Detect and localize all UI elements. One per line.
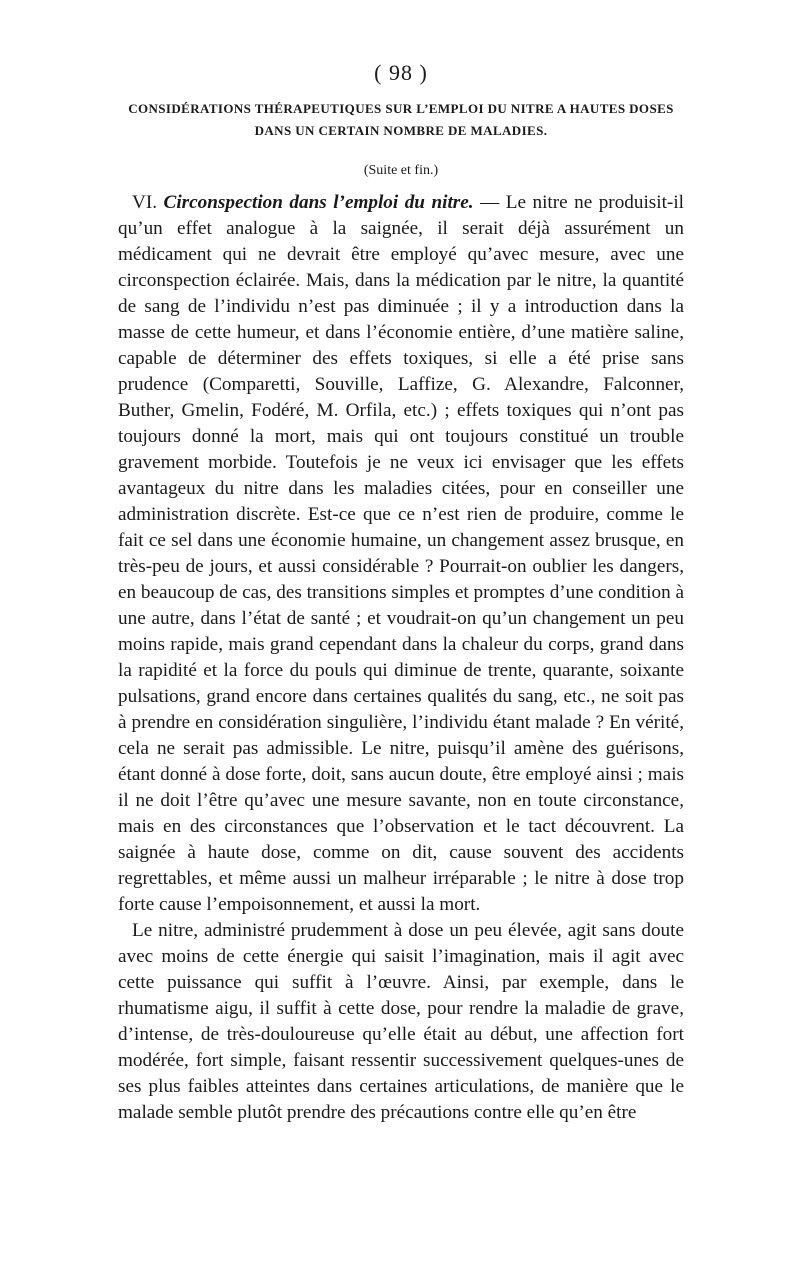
document-page [118, 58, 684, 1126]
chapter-heading-line2: DANS UN CERTAIN NOMBRE DE MALADIES. [254, 123, 548, 138]
paragraph-1-body: Le nitre ne produisit-il qu’un effet analogue à la saignée, il serait déjà assurément un médicament qui ne devrait être employé qu’avec mesure, avec une circonspection éclairée. Mais, dans la médication par le nitre, la quantité de sang de l’individu n’est pas diminuée ; il y a introduction dans la masse de cette humeur, et dans l’économie entière, d’une matière saline, capable de déterminer des effets toxiques, si elle a été prise sans prudence (Comparetti, Souville, Laffize, G. Alexandre, Falconner, Buther, Gmelin, Fodéré, M. Orfila, etc.) ; effets toxiques qui n’ont pas toujours donné la mort, mais qui ont toujours constitué un trouble gravement morbide. Toutefois je ne veux ici envisager que les effets avantageux du nitre dans les maladies citées, pour en conseiller une administration discrète. Est-ce que ce n’est rien de produire, comme le fait ce sel dans une économie humaine, un changement assez brusque, en très-peu de jours, et aussi considérable ? Pourrait-on oublier les dangers, en beaucoup de cas, des transitions simples et promptes d’une condition à une autre, dans l’état de santé ; et voudrait-on qu’un changement un peu moins rapide, mais grand cependant dans la chaleur du corps, grand dans la rapidité et la force du pouls qui diminue de trente, quarante, soixante pulsations, grand encore dans certaines qualités du sang, etc., ne soit pas à prendre en considération singulière, l’individu étant malade ? En vérité, cela ne serait pas admissible. Le nitre, puisqu’il amène des guérisons, étant donné à dose forte, doit, sans aucun doute, être employé ainsi ; mais il ne doit l’être qu’avec une mesure savante, non en toute circonstance, mais en des circonstances que l’observation et le tact découvrent. La saignée à haute dose, comme on dit, cause souvent des accidents regrettables, et même aussi un malheur irréparable ; le nitre à dose trop forte cause l’empoisonnement, et aussi la mort. [118, 192, 684, 915]
section-number: VI. [132, 192, 158, 213]
section-dash: — [473, 192, 506, 213]
section-title: Circonspection dans l’emploi du nitre. [163, 192, 474, 213]
chapter-heading-line1: CONSIDÉRATIONS THÉRAPEUTIQUES SUR L’EMPLOI DU NITRE A HAUTES DOSES [128, 101, 674, 116]
paragraph-1 [118, 190, 684, 918]
page-number: ( 98 ) [374, 60, 428, 85]
continuation-note: (Suite et fin.) [363, 163, 439, 178]
paragraph-2: Le nitre, administré prudemment à dose un peu élevée, agit sans doute avec moins de cette énergie qui saisit l’imagination, mais il agit avec cette puissance qui suffit à l’œuvre. Ainsi, par exemple, dans le rhumatisme aigu, il suffit à cette dose, pour rendre la maladie de grave, d’intense, de très-douloureuse qu’elle était au début, une affection fort modérée, fort simple, faisant ressentir successivement quelques-unes de ses plus faibles atteintes dans certaines articulations, de manière que le malade semble plutôt prendre des précautions contre elle qu’en être [118, 920, 684, 1123]
